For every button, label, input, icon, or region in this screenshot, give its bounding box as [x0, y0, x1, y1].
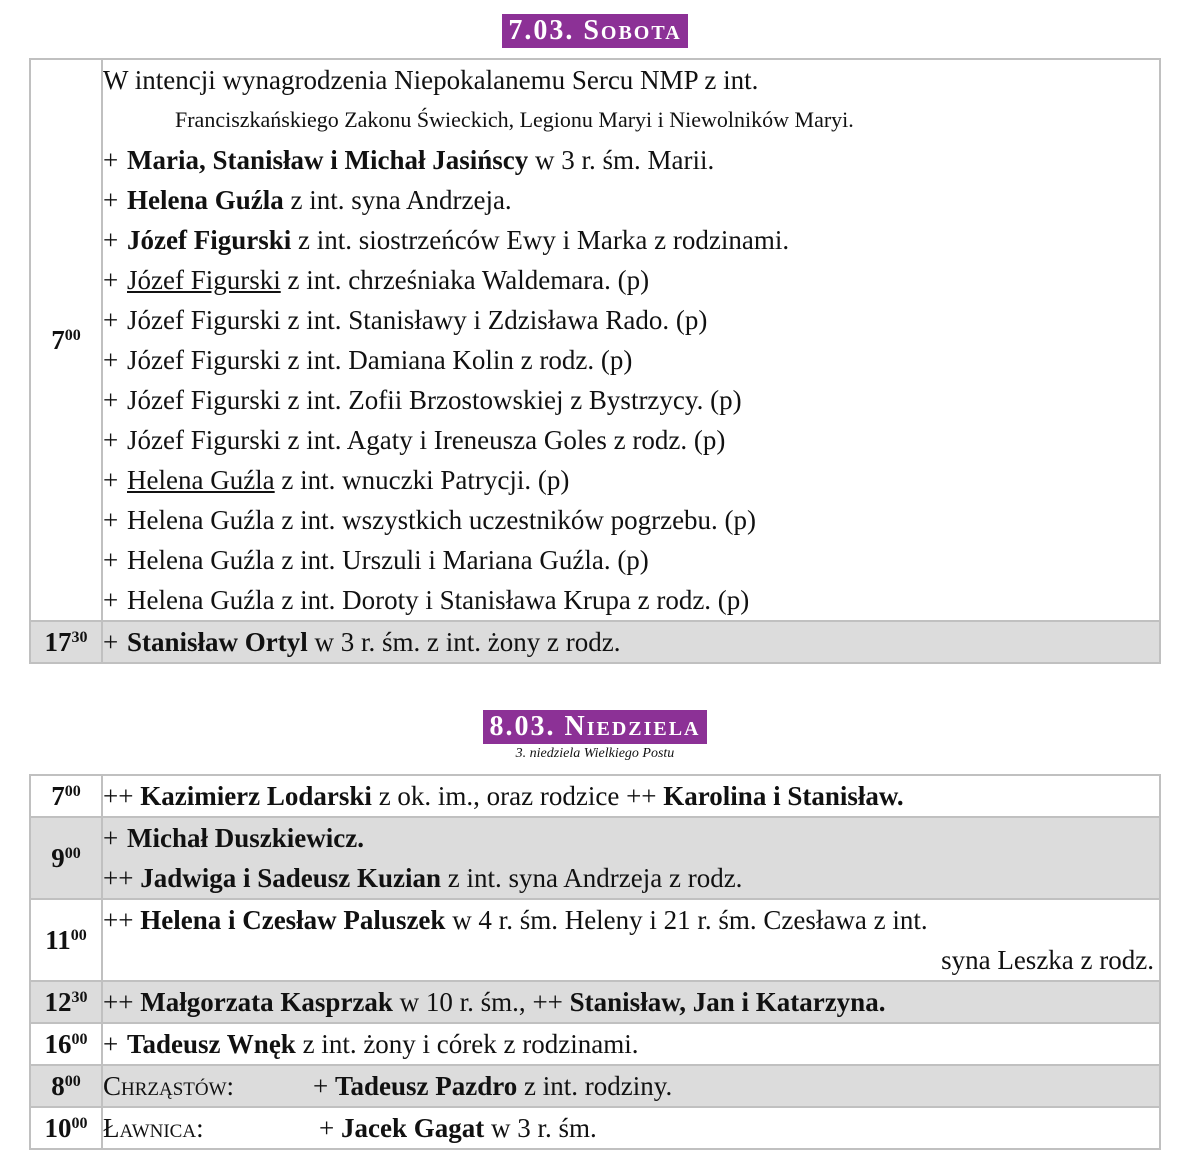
- mass-intentions: [102, 817, 1160, 899]
- mass-row: [30, 621, 1160, 663]
- intention-line: + Helena Guźla z int. syna Andrzeja.: [103, 185, 512, 215]
- intention-line: + Helena Guźla z int. wszystkich uczestników pogrzebu. (p): [103, 505, 757, 535]
- mass-intentions: [102, 59, 1160, 621]
- mass-time: $17^{30}$: [30, 621, 102, 663]
- intention-line: Chrząstów: + Tadeusz Pazdro z int. rodziny.: [103, 1066, 1159, 1106]
- mass-time: $7^{00}$: [30, 775, 102, 817]
- saturday-header: [0, 14, 1190, 48]
- mass-row: [30, 59, 1160, 621]
- mass-time: $11^{00}$: [30, 899, 102, 981]
- intention-line: + Józef Figurski z int. Stanisławy i Zdzisława Rado. (p): [103, 305, 708, 335]
- mass-intentions: [102, 1023, 1160, 1065]
- intention-line: + Helena Guźla z int. Urszuli i Mariana Guźla. (p): [103, 545, 649, 575]
- intention-line: + Stanisław Ortyl w 3 r. śm. z int. żony z rodz.: [103, 627, 621, 657]
- mass-row: [30, 817, 1160, 899]
- intention-line: ++ Helena i Czesław Paluszek w 4 r. śm. Heleny i 21 r. śm. Czesława z int.: [103, 905, 928, 935]
- place-label: Chrząstów:: [103, 1071, 235, 1101]
- mass-row: [30, 1107, 1160, 1149]
- mass-intentions: [102, 1107, 1160, 1149]
- intention-line: + Józef Figurski z int. siostrzeńców Ewy i Marka z rodzinami.: [103, 225, 790, 255]
- mass-time: $12^{30}$: [30, 981, 102, 1023]
- intention-line: ++ Kazimierz Lodarski z ok. im., oraz rodzice ++ Karolina i Stanisław.: [103, 781, 904, 811]
- intention-line: ++ Jadwiga i Sadeusz Kuzian z int. syna Andrzeja z rodz.: [103, 863, 743, 893]
- intention-line: + Józef Figurski z int. Zofii Brzostowskiej z Bystrzycy. (p): [103, 385, 742, 415]
- mass-intentions: [102, 981, 1160, 1023]
- mass-time: $9^{00}$: [30, 817, 102, 899]
- mass-row: [30, 899, 1160, 981]
- intention-intro-cont: Franciszkańskiego Zakonu Świeckich, Legionu Maryi i Niewolników Maryi.: [175, 107, 854, 132]
- mass-row: [30, 1023, 1160, 1065]
- intention-line: + Helena Guźla z int. wnuczki Patrycji. (p): [103, 465, 570, 495]
- intention-line: + Helena Guźla z int. Doroty i Stanisława Krupa z rodz. (p): [103, 585, 750, 615]
- mass-intentions: [102, 899, 1160, 981]
- intention-line: + Józef Figurski z int. chrześniaka Waldemara. (p): [103, 265, 650, 295]
- sunday-header: [0, 710, 1190, 762]
- mass-row: [30, 1065, 1160, 1107]
- intention-line: + Michał Duszkiewicz.: [103, 823, 364, 853]
- sunday-subtitle: 3. niedziela Wielkiego Postu: [515, 746, 675, 761]
- mass-row: [30, 981, 1160, 1023]
- saturday-table: [29, 58, 1161, 664]
- intention-line: + Maria, Stanisław i Michał Jasińscy w 3 r. śm. Marii.: [103, 145, 715, 175]
- mass-intentions: [102, 775, 1160, 817]
- intention-line: + Józef Figurski z int. Damiana Kolin z rodz. (p): [103, 345, 633, 375]
- intention-line: Ławnica: + Jacek Gagat w 3 r. śm.: [103, 1108, 1159, 1148]
- intention-intro: W intencji wynagrodzenia Niepokalanemu Sercu NMP z int.: [103, 65, 759, 95]
- mass-intentions: [102, 621, 1160, 663]
- mass-time: $16^{00}$: [30, 1023, 102, 1065]
- mass-intentions: [102, 1065, 1160, 1107]
- mass-row: [30, 775, 1160, 817]
- mass-time: $10^{00}$: [30, 1107, 102, 1149]
- intention-line: ++ Małgorzata Kasprzak w 10 r. śm., ++ Stanisław, Jan i Katarzyna.: [103, 987, 886, 1017]
- intention-line: + Tadeusz Wnęk z int. żony i córek z rodzinami.: [103, 1029, 639, 1059]
- mass-time: $7^{00}$: [30, 59, 102, 621]
- intention-line: + Józef Figurski z int. Agaty i Ireneusza Goles z rodz. (p): [103, 425, 726, 455]
- sunday-table: [29, 774, 1161, 1150]
- intention-line-cont: syna Leszka z rodz.: [941, 945, 1154, 975]
- saturday-title: 7.03. Sobota: [502, 14, 687, 48]
- place-label: Ławnica:: [103, 1113, 204, 1143]
- mass-time: $8^{00}$: [30, 1065, 102, 1107]
- sunday-title: 8.03. Niedziela: [483, 710, 706, 744]
